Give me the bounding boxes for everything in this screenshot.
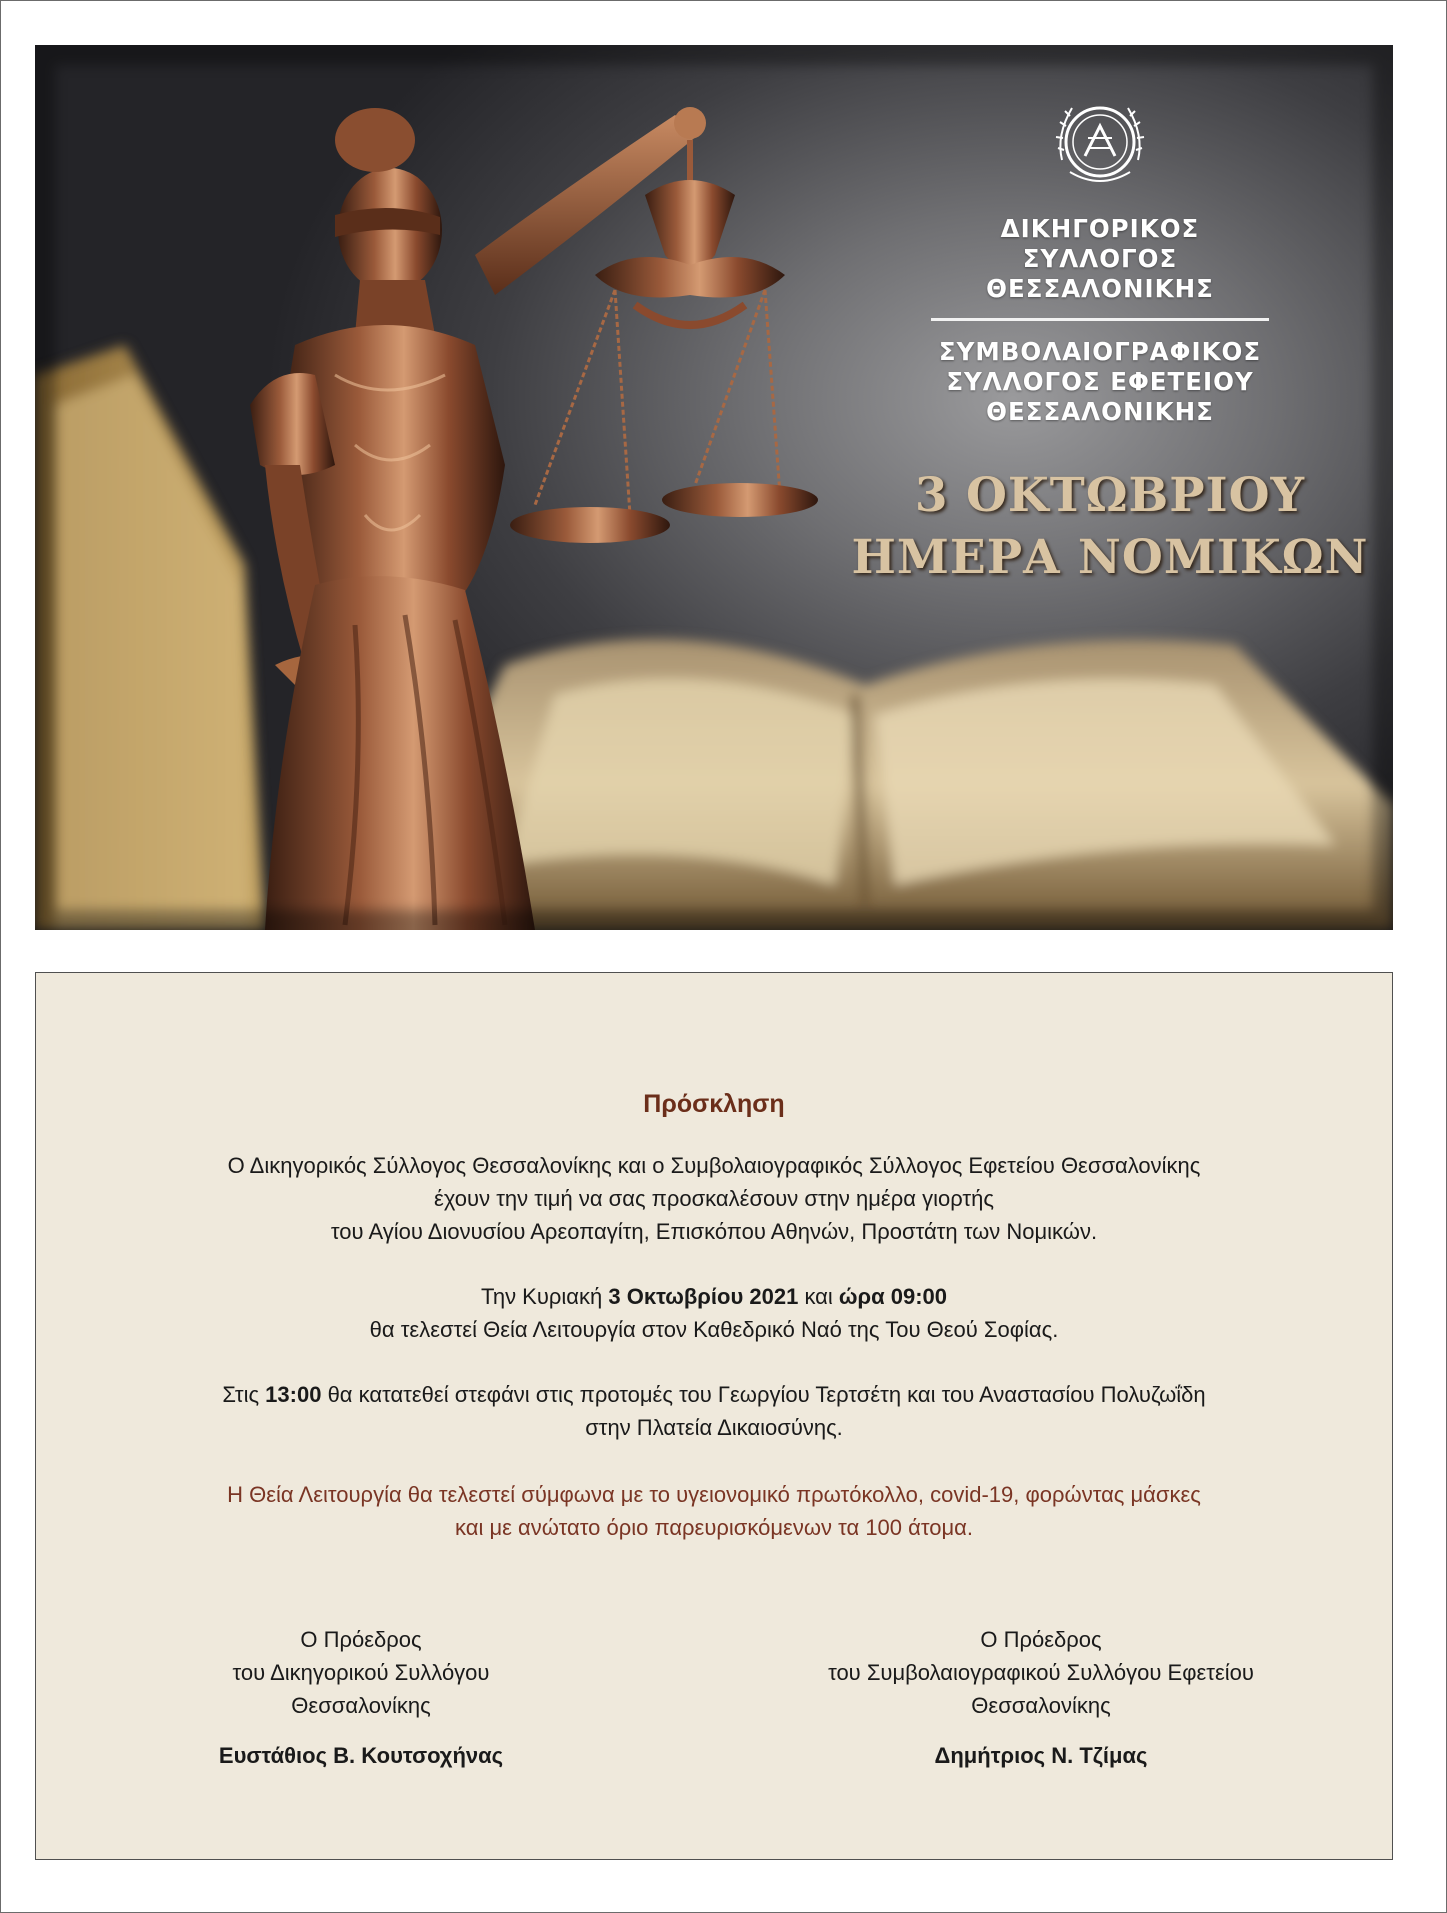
header-banner: [35, 45, 1393, 930]
bar-association-name: ΔΙΚΗΓΟΡΙΚΟΣ ΣΥΛΛΟΓΟΣ ΘΕΣΣΑΛΟΝΙΚΗΣ: [986, 214, 1214, 303]
organization-divider: [931, 318, 1269, 321]
service-date: 3 Οκτωβρίου 2021: [608, 1284, 799, 1309]
wreath-time: 13:00: [265, 1382, 322, 1407]
signature-notaries-president: Ο Πρόεδρος του Συμβολαιογραφικού Συλλόγου Εφετείου Θεσσαλονίκης Δημήτριος Ν. Τζίμας: [756, 1623, 1326, 1772]
signatory-name: Δημήτριος Ν. Τζίμας: [934, 1743, 1148, 1768]
invitation-title: Πρόσκληση: [643, 1090, 785, 1118]
day-name: ΗΜΕΡΑ ΝΟΜΙΚΩΝ: [851, 530, 1369, 585]
wreath-details: Στις 13:00 θα κατατεθεί στεφάνι στις προτομές του Γεωργίου Τερτσέτη και του Αναστασίου Πολυζωΐδη στην Πλατεία Δικαιοσύνης.: [222, 1382, 1206, 1440]
invitation-intro: Ο Δικηγορικός Σύλλογος Θεσσαλονίκης και ο Συμβολαιογραφικός Σύλλογος Εφετείου Θεσσαλονίκης έχουν την τιμή να σας προσκαλέσουν στην ημέρα γιορτής του Αγίου Διονυσίου Αρεοπαγίτη, Επισκόπου Αθηνών, Προστάτη των Νομικών.: [227, 1153, 1201, 1244]
health-protocol-notice: Η Θεία Λειτουργία θα τελεστεί σύμφωνα με το υγειονομικό πρωτόκολλο, covid-19, φορώντας μάσκες και με ανώτατο όριο παρευρισκόμενων τα 100 άτομα.: [227, 1482, 1201, 1540]
service-details: Την Κυριακή 3 Οκτωβρίου 2021 και ώρα 09:00 θα τελεστεί Θεία Λειτουργία στον Καθεδρικό Ναό της Του Θεού Σοφίας.: [369, 1284, 1059, 1342]
lawyers-day-title: [815, 465, 1393, 589]
signature-bar-president: Ο Πρόεδρος του Δικηγορικού Συλλόγου Θεσσαλονίκης Ευστάθιος Β. Κουτσοχήνας: [136, 1623, 586, 1772]
organizations-block: [890, 90, 1310, 427]
bar-association-seal-icon: [1050, 90, 1150, 200]
service-time: ώρα 09:00: [838, 1284, 947, 1309]
day-date: 3 ΟΚΤΩΒΡΙΟΥ: [914, 468, 1306, 523]
notaries-association-name: ΣΥΜΒΟΛΑΙΟΓΡΑΦΙΚΟΣ ΣΥΛΛΟΓΟΣ ΕΦΕΤΕΙΟΥ ΘΕΣΣΑΛΟΝΙΚΗΣ: [938, 337, 1262, 426]
signatory-name: Ευστάθιος Β. Κουτσοχήνας: [218, 1743, 504, 1768]
invitation-card: [35, 972, 1393, 1860]
